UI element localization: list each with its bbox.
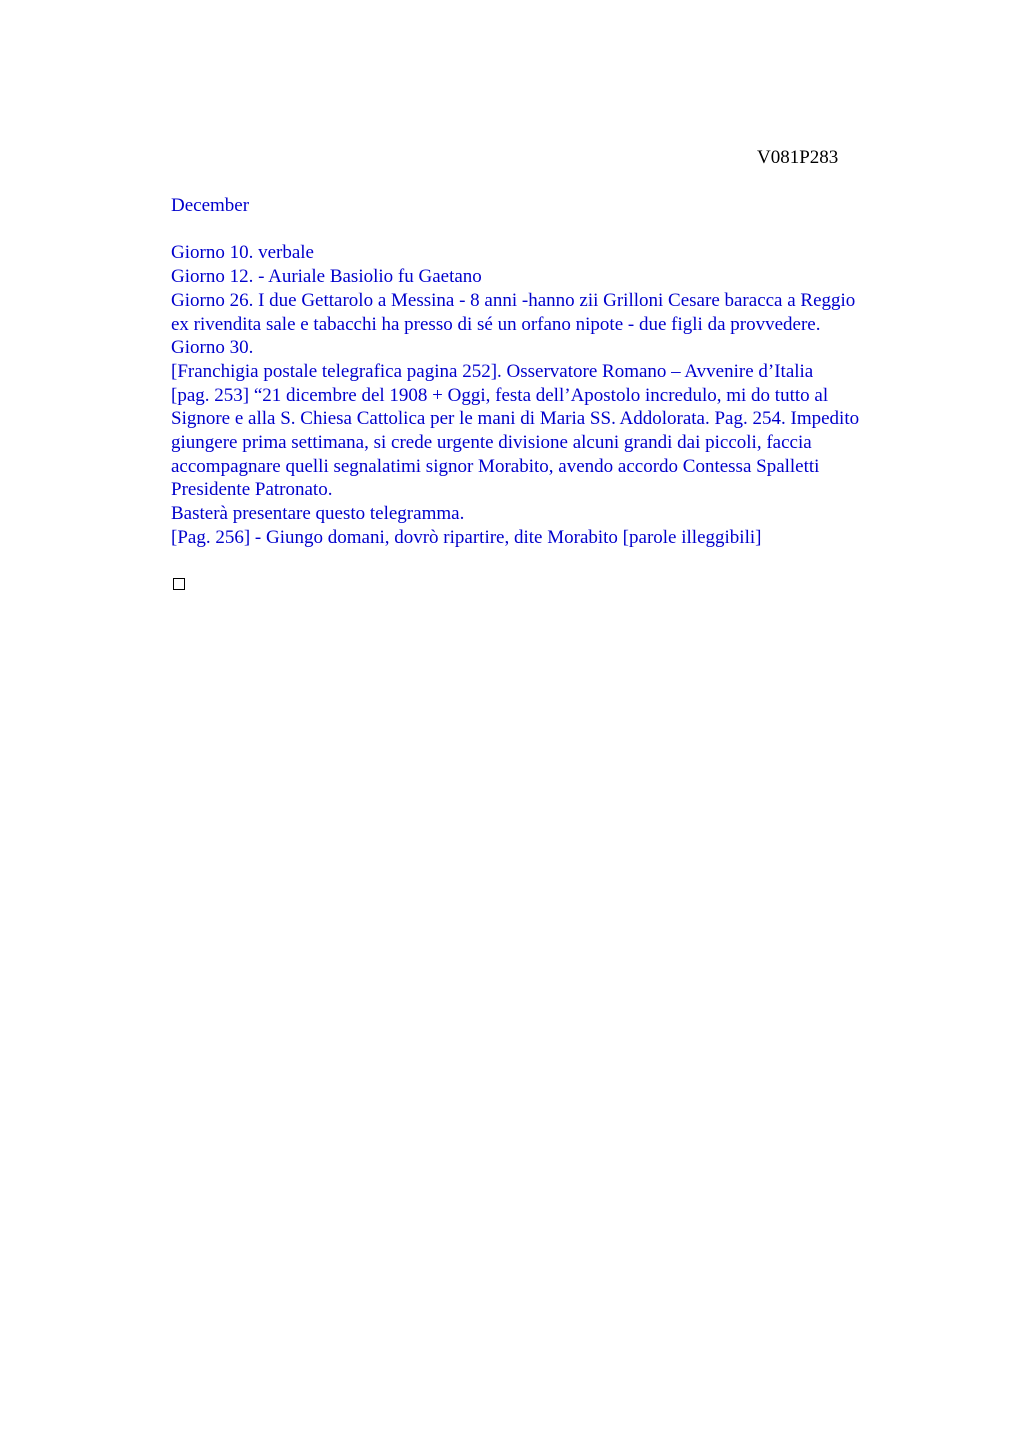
document-body [171, 194, 931, 550]
text-line: Giorno 26. I due Gettarolo a Messina - 8 anni -hanno zii Grilloni Cesare baracca a Reggio [171, 289, 856, 311]
text-line: [Pag. 256] - Giungo domani, dovrò ripartire, dite Morabito [parole illeggibili] [171, 526, 762, 548]
text-line: Giorno 12. - Auriale Basiolio fu Gaetano [171, 266, 482, 288]
text-line: giungere prima settimana, si crede urgente divisione alcuni grandi dai piccoli, faccia [171, 432, 812, 454]
page-reference: V081P283 [757, 147, 839, 168]
empty-checkbox-icon [173, 578, 185, 590]
text-line: Signore e alla S. Chiesa Cattolica per le mani di Maria SS. Addolorata. Pag. 254. Impedito [171, 408, 860, 430]
text-line: [pag. 253] “21 dicembre del 1908 + Oggi, festa dell’Apostolo incredulo, mi do tutto al [171, 384, 829, 406]
text-line: Giorno 30. [171, 337, 254, 359]
month-heading: December [171, 195, 250, 216]
text-line: ex rivendita sale e tabacchi ha presso di sé un orfano nipote - due figli da provvedere. [171, 313, 821, 335]
text-line: accompagnare quelli segnalatimi signor Morabito, avendo accordo Contessa Spalletti [171, 455, 820, 477]
text-line: Presidente Patronato. [171, 479, 333, 501]
text-line: Basterà presentare questo telegramma. [171, 503, 465, 525]
text-line: [Franchigia postale telegrafica pagina 252]. Osservatore Romano – Avvenire d’Italia [171, 360, 814, 382]
text-line: Giorno 10. verbale [171, 242, 314, 264]
